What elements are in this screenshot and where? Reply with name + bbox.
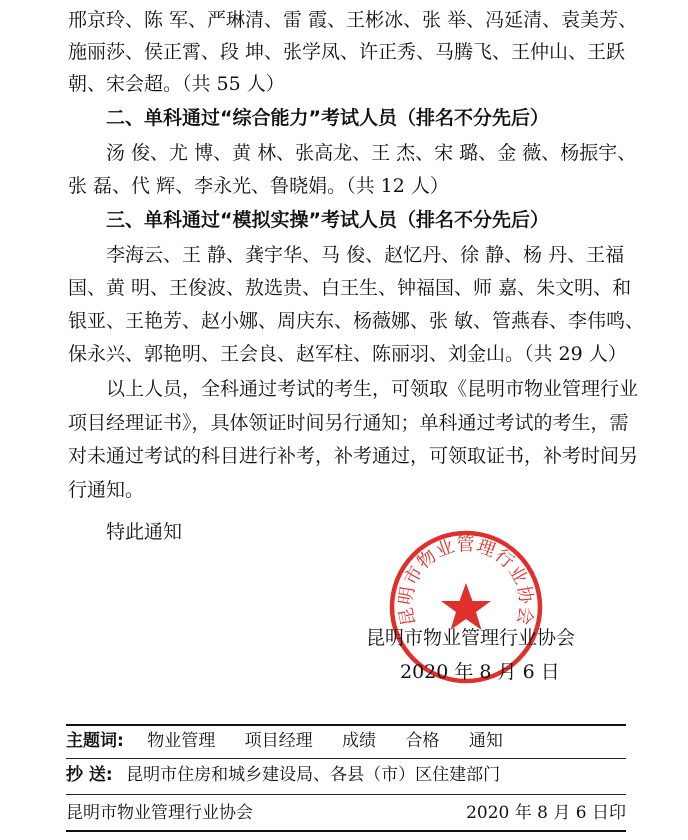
seal-text: 昆明市物业管理行业协会	[395, 534, 537, 628]
keyword: 项目经理	[244, 731, 313, 751]
section-3-line-2: 国、黄 明、王俊波、敖选贵、白王生、钟福国、师 嘉、朱文明、和	[68, 277, 632, 299]
keyword: 通知	[468, 731, 503, 751]
footer-bottom-rule	[66, 830, 626, 832]
section-2-heading: 二、单科通过“综合能力”考试人员（排名不分先后）	[106, 107, 549, 129]
footer-top-rule	[66, 724, 626, 726]
section-3-heading: 三、单科通过“模拟实操”考试人员（排名不分先后）	[106, 209, 549, 231]
keywords-label: 主题词:	[66, 731, 124, 751]
names-line-3: 朝、宋会超。（共 55 人）	[68, 73, 285, 95]
section-2-line-2: 张 磊、代 辉、李永光、鲁晓娟。（共 12 人）	[68, 175, 449, 197]
seal-star-icon	[441, 583, 491, 630]
cc-recipients: 昆明市住房和城乡建设局、各县（市）区住建部门	[126, 765, 501, 785]
section-3-line-3: 银亚、王艳芳、赵小娜、周庆东、杨薇娜、张 敏、管燕春、李伟鸣、	[68, 310, 645, 332]
notice-line-2: 项目经理证书》，具体领证时间另行通知；单科通过考试的考生，需	[68, 412, 629, 434]
notice-line-4: 行通知。	[68, 479, 145, 501]
cc-row	[66, 764, 626, 786]
closing-text: 特此通知	[106, 521, 183, 543]
notice-line-3: 对未通过考试的科目进行补考，补考通过，可领取证书，补考时间另	[68, 445, 639, 467]
section-3-line-4: 保永兴、郭艳明、王会良、赵军柱、陈丽羽、刘金山。（共 29 人）	[68, 343, 627, 365]
keyword: 合格	[405, 731, 440, 751]
issue-date: 2020 年 8 月 6 日印	[466, 803, 626, 823]
issuer-row	[66, 802, 626, 824]
section-2-line-1: 汤 俊、尤 博、黄 林、张高龙、王 杰、宋 璐、金 薇、杨振宇、	[106, 142, 637, 164]
names-line-1: 邢京玲、陈 军、严琳清、雷 霞、王彬冰、张 举、冯延清、袁美芳、	[68, 9, 638, 31]
issuer-name: 昆明市物业管理行业协会	[66, 803, 253, 823]
signature-date: 2020 年 8 月 6 日	[400, 661, 560, 683]
notice-line-1: 以上人员，全科通过考试的考生，可领取《昆明市物业管理行业	[106, 378, 639, 400]
cc-label: 抄 送:	[66, 765, 113, 785]
keyword: 成绩	[342, 731, 377, 751]
keyword: 物业管理	[147, 731, 216, 751]
section-3-line-1: 李海云、王 静、龚宇华、马 俊、赵忆丹、徐 静、杨 丹、王福	[106, 244, 625, 266]
keywords-row	[66, 730, 626, 752]
names-line-2: 施丽莎、侯正霄、段 坤、张学凤、许正秀、马腾飞、王仲山、王跃	[68, 41, 626, 63]
footer-rule-2	[66, 758, 626, 759]
footer-rule-3	[66, 794, 626, 795]
signature-org: 昆明市物业管理行业协会	[366, 627, 576, 649]
